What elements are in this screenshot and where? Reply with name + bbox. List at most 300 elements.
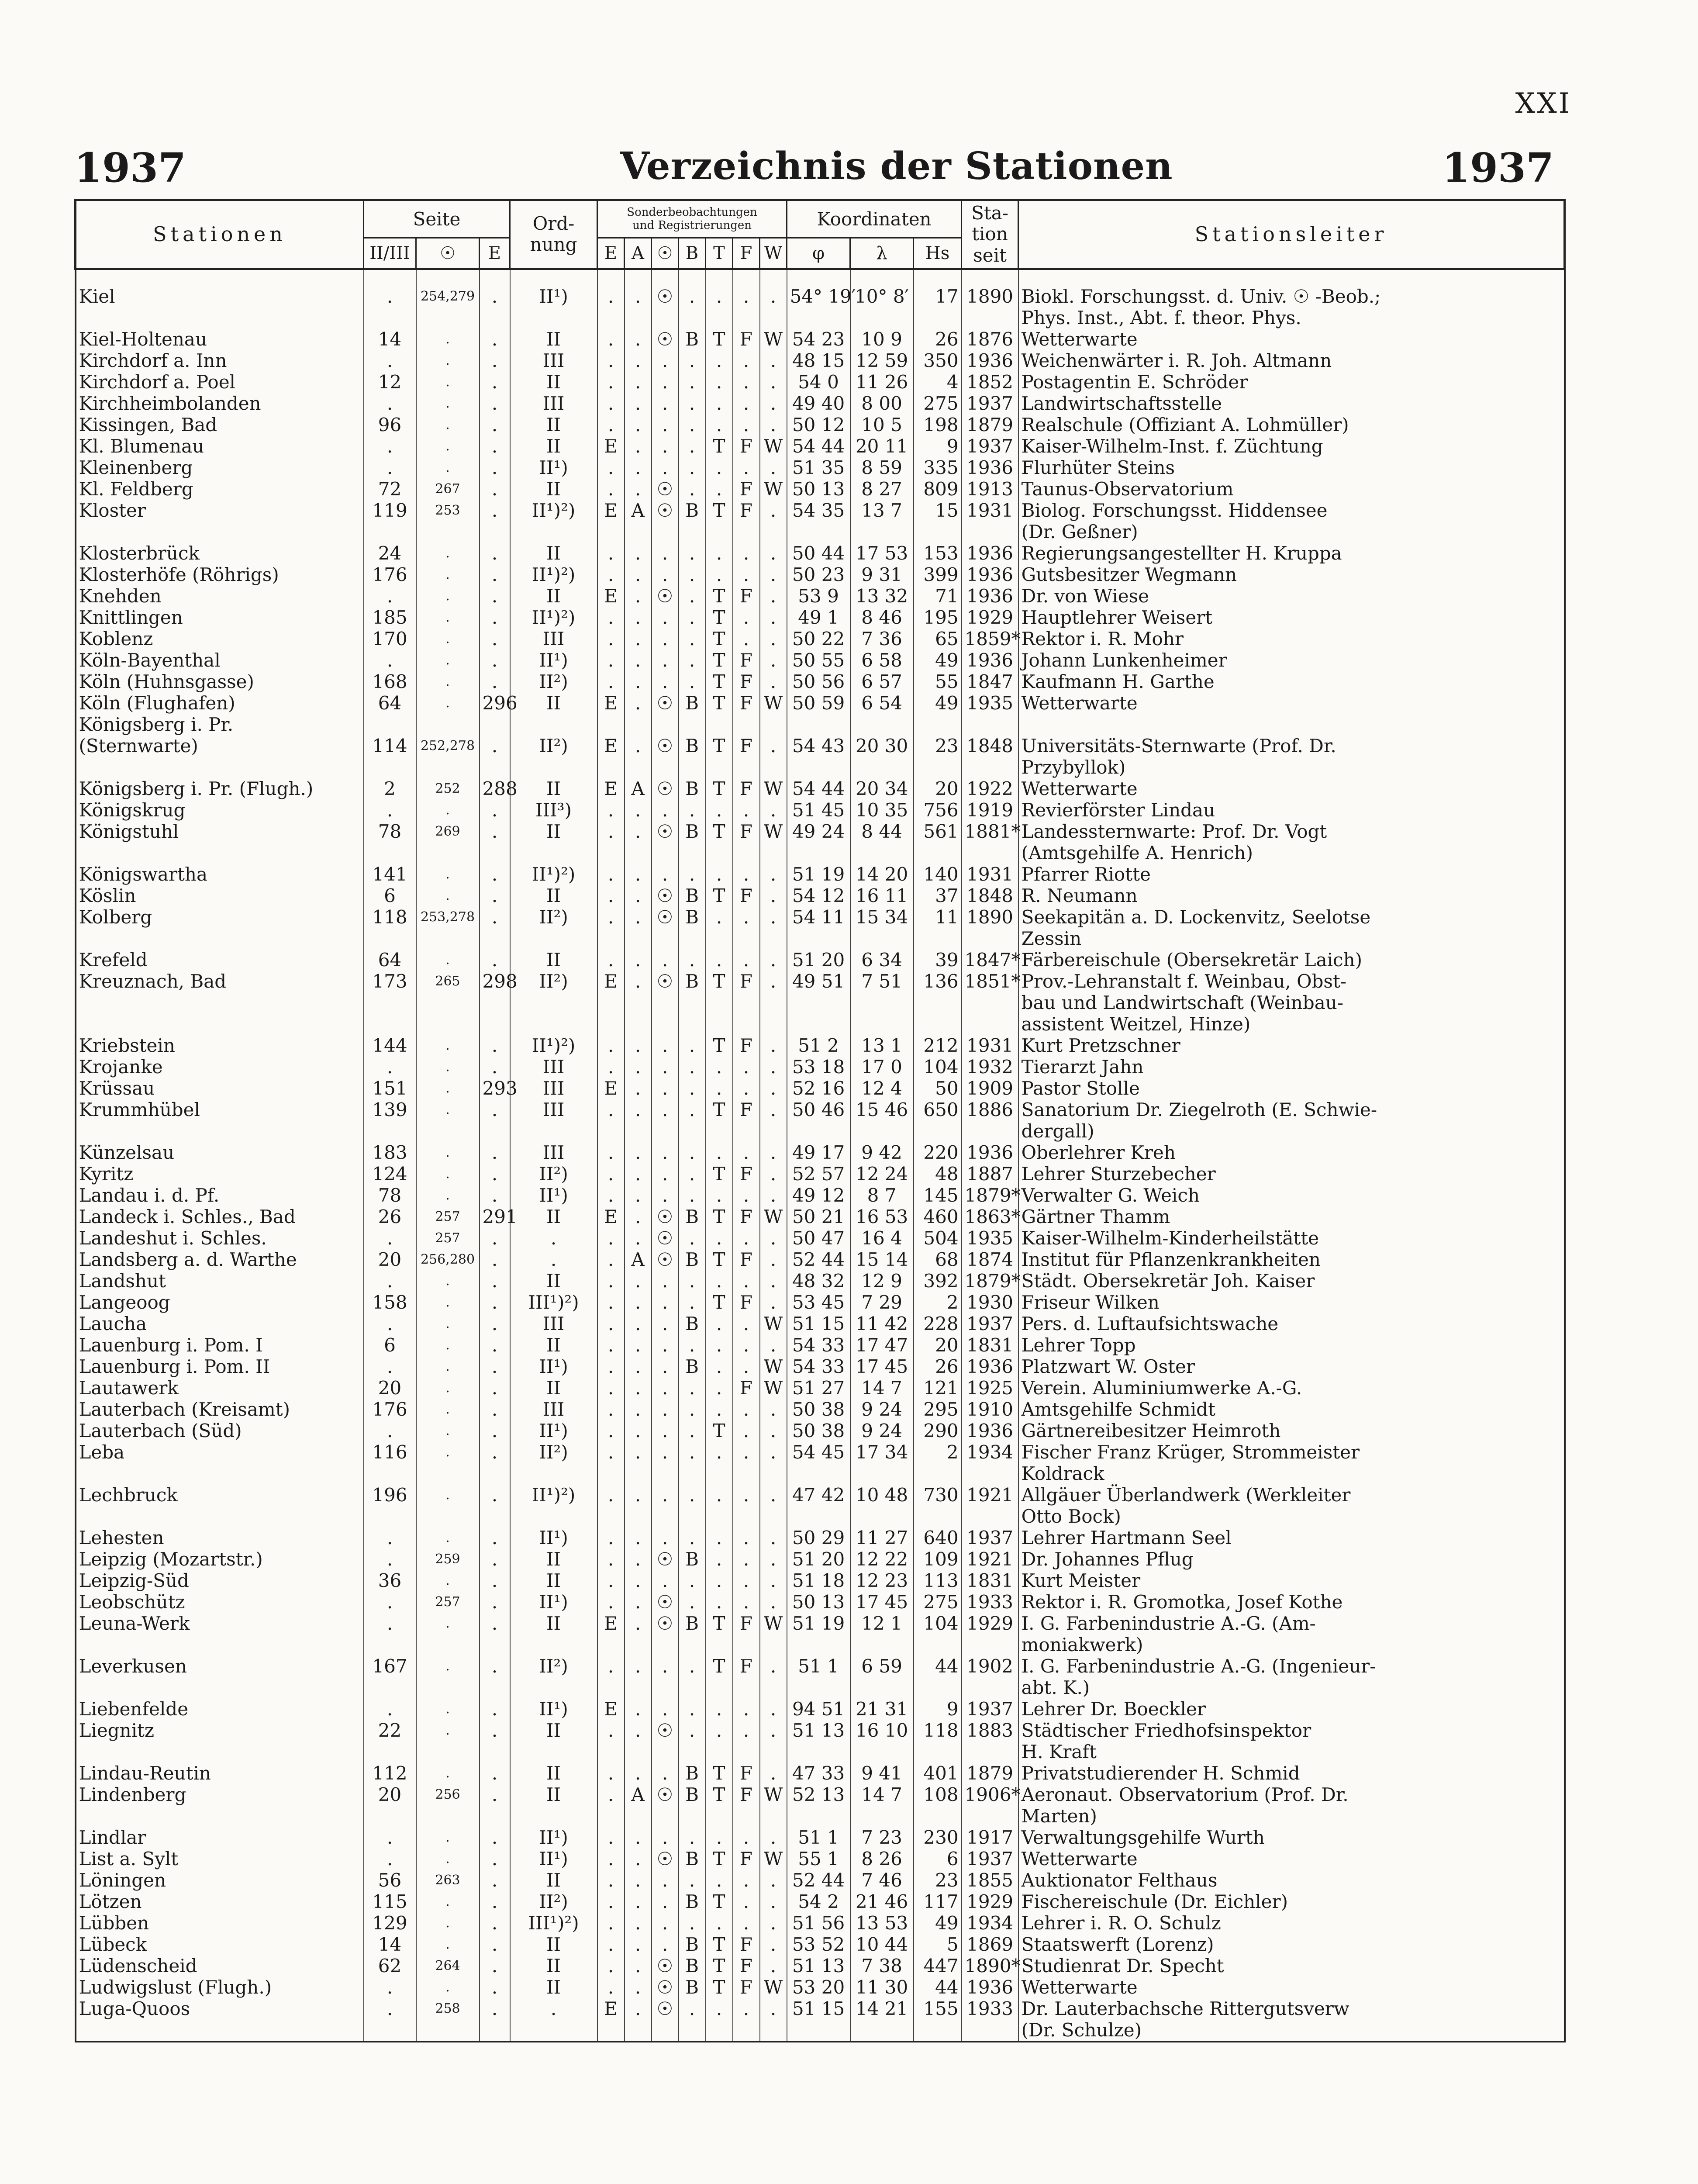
table-row [76, 350, 1565, 371]
station-seit: 1883 [962, 1720, 1018, 1741]
flag-f: F [733, 1848, 760, 1870]
page-sun [416, 1013, 480, 1035]
flag-w: . [760, 1441, 787, 1463]
flag-w: W [760, 1356, 787, 1377]
table-row [76, 1977, 1565, 1998]
flag-b: . [679, 799, 706, 821]
flag-a: . [625, 1377, 652, 1399]
page-e [480, 1741, 510, 1762]
coord-hs: 230 [914, 1827, 962, 1848]
station-seit: 1887 [962, 1163, 1018, 1185]
flag-a [625, 2019, 652, 2042]
page-2-3 [364, 1634, 416, 1655]
page-sun: . [416, 1099, 480, 1120]
ordnung: II¹) [510, 1527, 597, 1548]
coord-phi: 51 15 [787, 1313, 850, 1334]
ordnung: III [510, 350, 597, 371]
page-2-3: 167 [364, 1655, 416, 1677]
station-seit: 1936 [962, 1142, 1018, 1163]
flag-w: . [760, 799, 787, 821]
flag-t: . [706, 543, 733, 564]
flag-a: A [625, 778, 652, 799]
stationsleiter: Universitäts-Sternwarte (Prof. Dr. [1018, 735, 1565, 757]
page-e: . [480, 1762, 510, 1784]
coord-hs: 104 [914, 1613, 962, 1634]
station-name: Königstuhl [76, 821, 364, 842]
flag-a: A [625, 1249, 652, 1270]
flag-t: T [706, 1977, 733, 1998]
flag-t: . [706, 1078, 733, 1099]
station-seit: 1921 [962, 1484, 1018, 1506]
coord-phi: 50 13 [787, 478, 850, 500]
table-row [76, 2019, 1565, 2042]
flag-b: . [679, 585, 706, 607]
flag-e: . [597, 1163, 625, 1185]
flag-a: . [625, 1977, 652, 1998]
flag-f: . [733, 414, 760, 435]
ordnung: III [510, 1399, 597, 1420]
page-sun: 257 [416, 1227, 480, 1249]
coord-lambda: 20 30 [850, 735, 914, 757]
flag-sun: . [652, 671, 679, 692]
flag-t: . [706, 1998, 733, 2019]
page-sun: . [416, 1484, 480, 1506]
coord-hs: 11 [914, 906, 962, 928]
stationsleiter: Platzwart W. Oster [1018, 1356, 1565, 1377]
flag-a: . [625, 457, 652, 478]
flag-e: E [597, 778, 625, 799]
flag-a: . [625, 1292, 652, 1313]
page-sun: . [416, 799, 480, 821]
flag-w: . [760, 1078, 787, 1099]
station-seit [962, 1805, 1018, 1827]
ordnung: II¹) [510, 1356, 597, 1377]
page-sun: . [416, 885, 480, 906]
table-row [76, 1784, 1565, 1805]
stationsleiter: Wetterwarte [1018, 692, 1565, 714]
ordnung: II [510, 1206, 597, 1227]
stationsleiter: I. G. Farbenindustrie A.-G. (Ingenieur- [1018, 1655, 1565, 1677]
flag-e: . [597, 1591, 625, 1613]
flag-sun: . [652, 1655, 679, 1677]
coord-lambda: 14 7 [850, 1784, 914, 1805]
coord-hs: 15 [914, 500, 962, 521]
coord-hs: 295 [914, 1399, 962, 1420]
station-seit [962, 714, 1018, 735]
flag-e: . [597, 1142, 625, 1163]
flag-sun: . [652, 1313, 679, 1334]
page-sun: 257 [416, 1206, 480, 1227]
flag-e [597, 1741, 625, 1762]
coord-hs: 20 [914, 778, 962, 799]
coord-lambda: 9 24 [850, 1399, 914, 1420]
flag-a: . [625, 906, 652, 928]
flag-sun: ☉ [652, 778, 679, 799]
station-seit: 1879* [962, 1185, 1018, 1206]
station-seit: 1937 [962, 393, 1018, 414]
page-2-3: . [364, 1420, 416, 1441]
page-sun [416, 992, 480, 1013]
ordnung: II²) [510, 906, 597, 928]
station-seit: 1934 [962, 1441, 1018, 1463]
flag-sun: . [652, 350, 679, 371]
station-seit [962, 1634, 1018, 1655]
table-row [76, 393, 1565, 414]
station-name: Lübben [76, 1912, 364, 1934]
page-2-3: . [364, 1527, 416, 1548]
page-e [480, 521, 510, 543]
coord-hs [914, 714, 962, 735]
stationsleiter: Koldrack [1018, 1463, 1565, 1484]
flag-b: . [679, 1998, 706, 2019]
page-2-3: 12 [364, 371, 416, 393]
ordnung [510, 2019, 597, 2042]
flag-e: . [597, 607, 625, 628]
flag-f: F [733, 478, 760, 500]
table-row [76, 1292, 1565, 1313]
station-name: Kirchdorf a. Poel [76, 371, 364, 393]
station-seit: 1879 [962, 1762, 1018, 1784]
flag-a: . [625, 1163, 652, 1185]
table-row [76, 585, 1565, 607]
flag-sun [652, 992, 679, 1013]
station-name: Leuna-Werk [76, 1613, 364, 1634]
flag-sun: . [652, 650, 679, 671]
ordnung: II [510, 414, 597, 435]
coord-lambda: 10 35 [850, 799, 914, 821]
coord-lambda: 20 34 [850, 778, 914, 799]
flag-t [706, 1634, 733, 1655]
flag-f: F [733, 1934, 760, 1955]
flag-sun: . [652, 1570, 679, 1591]
stationsleiter: Pers. d. Luftaufsichtswache [1018, 1313, 1565, 1334]
flag-t: . [706, 269, 733, 307]
coord-lambda: 8 7 [850, 1185, 914, 1206]
stationsleiter: Pfarrer Riotte [1018, 864, 1565, 885]
page-2-3: . [364, 1613, 416, 1634]
table-row [76, 521, 1565, 543]
page-2-3: 96 [364, 414, 416, 435]
page-2-3: 26 [364, 1206, 416, 1227]
flag-w: . [760, 1934, 787, 1955]
ordnung [510, 842, 597, 864]
flag-sun: ☉ [652, 1784, 679, 1805]
coord-lambda: 10 48 [850, 1484, 914, 1506]
coord-lambda: 14 7 [850, 1377, 914, 1399]
flag-b: . [679, 1377, 706, 1399]
coord-lambda [850, 757, 914, 778]
page-2-3: . [364, 1998, 416, 2019]
page-e: . [480, 1720, 510, 1741]
page-2-3: . [364, 435, 416, 457]
flag-f: . [733, 864, 760, 885]
page-e [480, 1013, 510, 1035]
flag-sun [652, 521, 679, 543]
flag-e: . [597, 1934, 625, 1955]
coord-hs: 117 [914, 1891, 962, 1912]
coord-lambda: 8 46 [850, 607, 914, 628]
flag-f: F [733, 1377, 760, 1399]
flag-e: . [597, 885, 625, 906]
flag-t: T [706, 1035, 733, 1056]
flag-sun: . [652, 393, 679, 414]
page-e: . [480, 435, 510, 457]
flag-t [706, 521, 733, 543]
page-sun: . [416, 457, 480, 478]
flag-t: T [706, 500, 733, 521]
flag-sun: . [652, 864, 679, 885]
coord-hs: 44 [914, 1655, 962, 1677]
flag-b: . [679, 564, 706, 585]
flag-t: . [706, 457, 733, 478]
ordnung [510, 1805, 597, 1827]
coord-phi: 50 55 [787, 650, 850, 671]
flag-a: . [625, 585, 652, 607]
station-name: Lindenberg [76, 1784, 364, 1805]
station-name [76, 1634, 364, 1655]
flag-b: B [679, 1934, 706, 1955]
station-name: Königswartha [76, 864, 364, 885]
table-row [76, 1955, 1565, 1977]
stationsleiter: Otto Bock) [1018, 1506, 1565, 1527]
page-2-3: 20 [364, 1377, 416, 1399]
flag-e: . [597, 1292, 625, 1313]
station-name: Leba [76, 1441, 364, 1463]
flag-w: . [760, 269, 787, 307]
table-row [76, 650, 1565, 671]
flag-w: W [760, 1784, 787, 1805]
flag-e: . [597, 671, 625, 692]
table-row [76, 328, 1565, 350]
coord-phi: 51 56 [787, 1912, 850, 1934]
flag-a: . [625, 1356, 652, 1377]
flag-b [679, 2019, 706, 2042]
flag-sun: . [652, 1185, 679, 1206]
ordnung [510, 1741, 597, 1762]
coord-hs: 49 [914, 1912, 962, 1934]
page-sun: 264 [416, 1955, 480, 1977]
page-e: . [480, 1591, 510, 1613]
table-row [76, 671, 1565, 692]
coord-phi: 51 18 [787, 1570, 850, 1591]
flag-f: F [733, 1206, 760, 1227]
flag-e: . [597, 543, 625, 564]
stationsleiter: Revierförster Lindau [1018, 799, 1565, 821]
flag-e: . [597, 1420, 625, 1441]
flag-t: T [706, 778, 733, 799]
flag-f [733, 842, 760, 864]
station-name [76, 1013, 364, 1035]
flag-sun: . [652, 1441, 679, 1463]
page-2-3: 56 [364, 1870, 416, 1891]
table-row [76, 714, 1565, 735]
stationsleiter: Kaiser-Wilhelm-Inst. f. Züchtung [1018, 435, 1565, 457]
flag-t [706, 1120, 733, 1142]
page-2-3: . [364, 457, 416, 478]
coord-phi [787, 1741, 850, 1762]
flag-sun: . [652, 1527, 679, 1548]
page-sun: . [416, 393, 480, 414]
coord-hs: 228 [914, 1313, 962, 1334]
flag-b: . [679, 1912, 706, 1934]
station-name: Kl. Blumenau [76, 435, 364, 457]
stationsleiter: Landwirtschaftsstelle [1018, 393, 1565, 414]
coord-hs: 39 [914, 949, 962, 971]
flag-e: . [597, 269, 625, 307]
flag-sun [652, 1805, 679, 1827]
station-name: Knehden [76, 585, 364, 607]
coord-phi: 53 9 [787, 585, 850, 607]
station-seit: 1847 [962, 671, 1018, 692]
flag-sun: ☉ [652, 328, 679, 350]
flag-f [733, 1120, 760, 1142]
flag-w: . [760, 650, 787, 671]
flag-f: F [733, 885, 760, 906]
flag-f: . [733, 564, 760, 585]
page-2-3 [364, 1677, 416, 1698]
page-e: . [480, 1977, 510, 1998]
flag-e [597, 757, 625, 778]
page-sun: . [416, 1420, 480, 1441]
flag-b: . [679, 1570, 706, 1591]
stationsleiter: Hauptlehrer Weisert [1018, 607, 1565, 628]
flag-f [733, 1013, 760, 1035]
coord-hs: 401 [914, 1762, 962, 1784]
coord-phi: 55 1 [787, 1848, 850, 1870]
page-sun: . [416, 1035, 480, 1056]
coord-lambda [850, 307, 914, 328]
page-sun: . [416, 328, 480, 350]
coord-lambda [850, 1013, 914, 1035]
col-sonder-w: W [760, 238, 787, 269]
flag-b: . [679, 435, 706, 457]
station-seit: 1932 [962, 1056, 1018, 1078]
coord-hs: 20 [914, 1334, 962, 1356]
station-name: Kirchdorf a. Inn [76, 350, 364, 371]
station-name: Kiel-Holtenau [76, 328, 364, 350]
flag-w: W [760, 435, 787, 457]
flag-e: . [597, 1356, 625, 1377]
flag-sun: ☉ [652, 1955, 679, 1977]
flag-f: . [733, 1998, 760, 2019]
coord-phi [787, 2019, 850, 2042]
flag-e: . [597, 457, 625, 478]
flag-t: T [706, 585, 733, 607]
station-seit: 1890 [962, 906, 1018, 928]
table-row [76, 692, 1565, 714]
page-2-3: . [364, 1227, 416, 1249]
flag-f: . [733, 1912, 760, 1934]
flag-a: . [625, 1227, 652, 1249]
coord-hs [914, 928, 962, 949]
page-sun: . [416, 1185, 480, 1206]
stationsleiter: Rektor i. R. Mohr [1018, 628, 1565, 650]
flag-b [679, 928, 706, 949]
flag-w: . [760, 414, 787, 435]
flag-b [679, 1741, 706, 1762]
ordnung: II [510, 949, 597, 971]
flag-w [760, 1506, 787, 1527]
ordnung: II [510, 1762, 597, 1784]
flag-f: F [733, 650, 760, 671]
flag-a: . [625, 1035, 652, 1056]
flag-t: . [706, 1270, 733, 1292]
station-name: Köln-Bayenthal [76, 650, 364, 671]
col-sonder-f: F [733, 238, 760, 269]
flag-w: . [760, 1827, 787, 1848]
flag-a: . [625, 1334, 652, 1356]
flag-w: . [760, 1399, 787, 1420]
flag-b [679, 1677, 706, 1698]
flag-sun [652, 1463, 679, 1484]
coord-lambda: 12 22 [850, 1548, 914, 1570]
page-sun: . [416, 435, 480, 457]
flag-w: . [760, 1870, 787, 1891]
page-e: . [480, 500, 510, 521]
flag-t: . [706, 414, 733, 435]
stationsleiter: Wetterwarte [1018, 328, 1565, 350]
coord-phi: 48 15 [787, 350, 850, 371]
flag-t: . [706, 799, 733, 821]
flag-b: . [679, 350, 706, 371]
table-row [76, 371, 1565, 393]
table-row [76, 1934, 1565, 1955]
coord-lambda: 17 53 [850, 543, 914, 564]
coord-hs: 504 [914, 1227, 962, 1249]
flag-f: F [733, 692, 760, 714]
page-e: . [480, 1292, 510, 1313]
station-name: Königsberg i. Pr. (Flugh.) [76, 778, 364, 799]
coord-lambda: 9 24 [850, 1420, 914, 1441]
flag-b: B [679, 1313, 706, 1334]
flag-a [625, 1634, 652, 1655]
table-row [76, 1891, 1565, 1912]
station-seit: 1886 [962, 1099, 1018, 1120]
stationsleiter: Zessin [1018, 928, 1565, 949]
stationsleiter: R. Neumann [1018, 885, 1565, 906]
coord-hs: 155 [914, 1998, 962, 2019]
col-stationen: Stationen [76, 200, 364, 269]
coord-hs [914, 2019, 962, 2042]
flag-a [625, 1120, 652, 1142]
station-name: Köln (Huhnsgasse) [76, 671, 364, 692]
table-row [76, 1206, 1565, 1227]
flag-b: B [679, 821, 706, 842]
flag-w: W [760, 1613, 787, 1634]
flag-b: B [679, 906, 706, 928]
flag-w: W [760, 1313, 787, 1334]
flag-w [760, 1677, 787, 1698]
station-seit: 1936 [962, 1356, 1018, 1377]
flag-w [760, 307, 787, 328]
coord-phi [787, 1677, 850, 1698]
flag-w: . [760, 543, 787, 564]
page-2-3: . [364, 1698, 416, 1720]
flag-a: . [625, 350, 652, 371]
coord-hs [914, 1463, 962, 1484]
table-row [76, 1142, 1565, 1163]
table-row [76, 307, 1565, 328]
flag-e [597, 307, 625, 328]
page-e: . [480, 1912, 510, 1934]
flag-e: . [597, 350, 625, 371]
flag-e: . [597, 1334, 625, 1356]
flag-t: . [706, 564, 733, 585]
flag-w: W [760, 478, 787, 500]
coord-lambda: 7 51 [850, 971, 914, 992]
page-e [480, 842, 510, 864]
table-row [76, 457, 1565, 478]
